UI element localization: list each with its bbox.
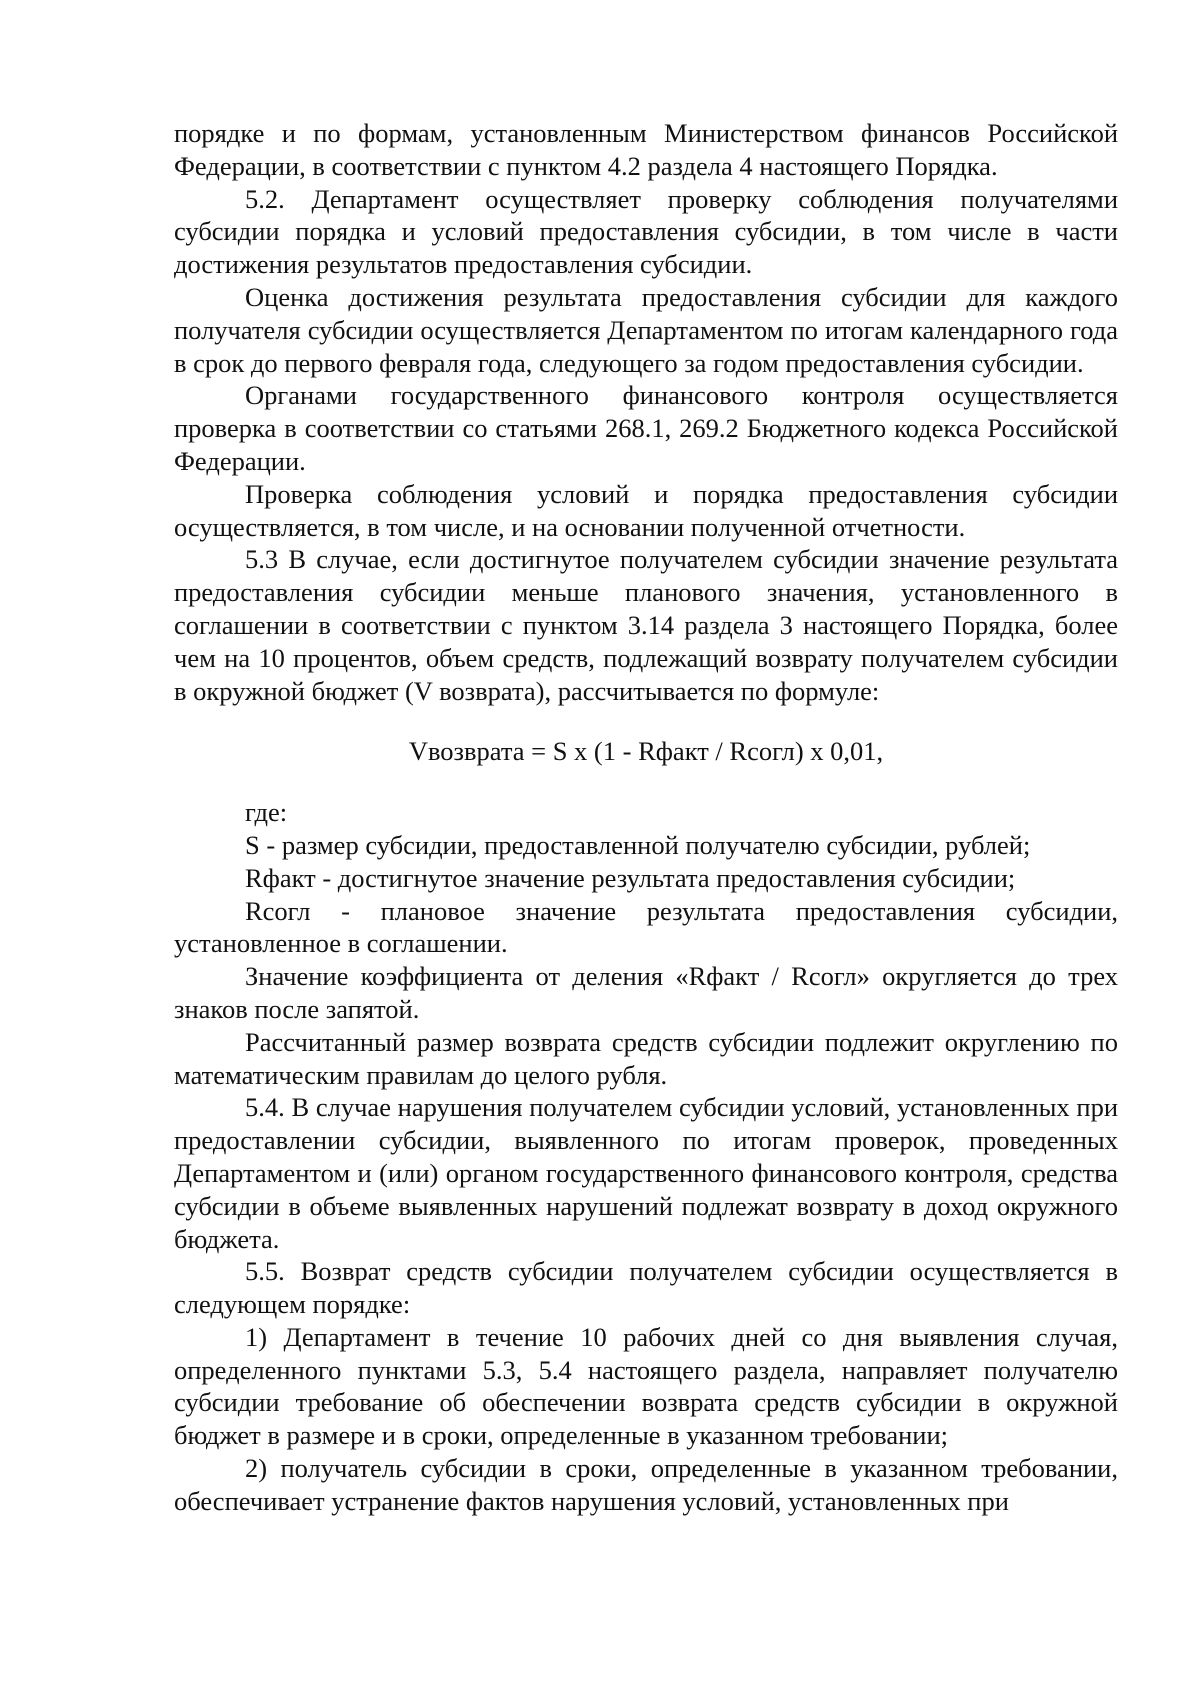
list-item-1: 1) Департамент в течение 10 рабочих дней со дня выявления случая, определенного пунктами 5.3, 5.4 настоящего раздела, направляет получателю субсидии требование об обеспечении возврата средств субсидии в окружной бюджет в размере и в сроки, определенные в указанном требовании;: [174, 1321, 1118, 1451]
paragraph-control-bodies: Органами государственного финансового контроля осуществляется проверка в соответствии со статьями 268.1, 269.2 Бюджетного кодекса Российской Федерации.: [174, 380, 1118, 476]
paragraph-coefficient-rounding: Значение коэффициента от деления «Rфакт / Rсогл» округляется до трех знаков после запятой.: [174, 961, 1118, 1024]
formula-legend-rfact: Rфакт - достигнутое значение результата предоставления субсидии;: [245, 862, 1016, 893]
paragraph-5-3: 5.3 В случае, если достигнутое получателем субсидии значение результата предоставления субсидии меньше планового значения, установленного в соглашении в соответствии с пунктом 3.14 раздела 3 настоящего Порядка, более чем на 10 процентов, объем средств, подлежащий возврату получателем субсидии в окружной бюджет (V возврата), рассчитывается по формуле:: [174, 544, 1118, 706]
paragraph-evaluation: Оценка достижения результата предоставления субсидии для каждого получателя субсидии осуществляется Департаментом по итогам календарного года в срок до первого февраля года, следующего за годом предоставления субсидии.: [174, 281, 1118, 378]
paragraph-verification: Проверка соблюдения условий и порядка предоставления субсидии осуществляется, в том числе, и на основании полученной отчетности.: [174, 478, 1118, 542]
paragraph-amount-rounding: Рассчитанный размер возврата средств субсидии подлежит округлению по математическим правилам до целого рубля.: [174, 1026, 1118, 1090]
formula-where: где:: [245, 797, 288, 828]
paragraph-5-5: 5.5. Возврат средств субсидии получателем субсидии осуществляется в следующем порядке:: [174, 1256, 1118, 1320]
formula-legend-s: S - размер субсидии, предоставленной получателю субсидии, рублей;: [245, 829, 1031, 860]
paragraph-5-4: 5.4. В случае нарушения получателем субсидии условий, установленных при предоставлении субсидии, выявленного по итогам проверок, проведенных Департаментом и (или) органом государственного финансового контроля, средства субсидии в объеме выявленных нарушений подлежат возврату в доход окружного бюджета.: [174, 1092, 1118, 1254]
formula-legend-rsogl: Rсогл - плановое значение результата предоставления субсидии, установленное в соглашении.: [174, 895, 1118, 959]
refund-formula: Vвозврата = S x (1 - Rфакт / Rсогл) x 0,01,: [408, 736, 884, 767]
paragraph-continuation: порядке и по формам, установленным Министерством финансов Российской Федерации, в соответствии с пунктом 4.2 раздела 4 настоящего Порядка.: [174, 118, 1118, 181]
paragraph-5-2: 5.2. Департамент осуществляет проверку соблюдения получателями субсидии порядка и условий предоставления субсидии, в том числе в части достижения результатов предоставления субсидии.: [174, 183, 1118, 280]
document-page: [174, 117, 1118, 1518]
list-item-2: 2) получатель субсидии в сроки, определенные в указанном требовании, обеспечивает устранение фактов нарушения условий, установленных при: [174, 1453, 1118, 1516]
